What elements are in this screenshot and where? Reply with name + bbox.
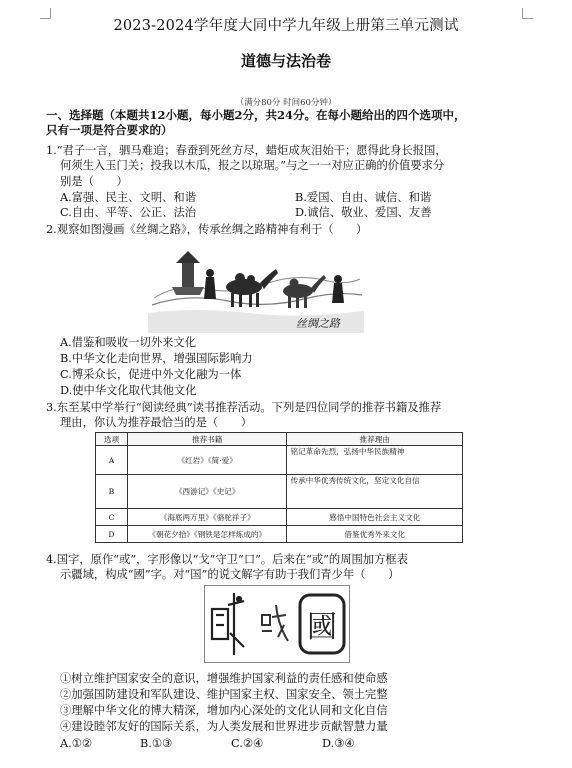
exam-subtitle: 道德与法治卷 xyxy=(240,52,331,70)
book-recommendation-table xyxy=(95,432,463,543)
q4-statement-1: ①树立维护国家安全的意识，增强维护国家利益的责任感和使命感 xyxy=(60,672,388,685)
q4-line2: 示疆域，构成“國”字。对“国”的说文解字有助于我们青少年（ ） xyxy=(60,568,400,581)
silk-road-caption: 丝绸之路 xyxy=(296,317,340,330)
table-cell-reason: 传承中华优秀传统文化，坚定文化自信 xyxy=(287,475,463,509)
q1-option-d: D.诚信、敬业、爱国、友善 xyxy=(295,206,432,219)
table-cell-option: C xyxy=(96,509,128,526)
table-row xyxy=(96,509,463,526)
section-heading-line1: 一、选择题（本题共12小题，每小题2分，共24分。在每小题给出的四个选项中， xyxy=(46,108,466,122)
q1-line2: 何须生入玉门关；投我以木瓜，报之以琼琚。”与之一一对应正确的价值要求分 xyxy=(60,159,445,172)
table-header: 推荐书籍 xyxy=(127,433,287,446)
section-heading xyxy=(46,108,526,138)
q4-statement-2: ②加强国防建设和军队建设、维护国家主权、国家安全、领土完整 xyxy=(60,688,388,701)
guo-seal-glyph xyxy=(300,595,344,653)
table-cell-option: D xyxy=(96,526,128,543)
table-header: 推荐理由 xyxy=(287,433,463,446)
table-row xyxy=(96,475,463,509)
score-time-note: （满分80分 时间60分钟） xyxy=(235,98,337,108)
table-cell-books: 《朝花夕拾》《钢铁是怎样炼成的》 xyxy=(127,526,287,543)
q3-line2: 理由，你认为推荐最恰当的是（ ） xyxy=(60,416,253,429)
q1-line3: 别是（ ） xyxy=(60,175,128,188)
q2-stem: 2.观察如图漫画《丝绸之路》，传承丝绸之路精神有利于（ ） xyxy=(46,223,368,236)
silk-road-cartoon-image xyxy=(148,243,364,333)
q4-option-c: C.②④ xyxy=(231,737,264,750)
guo-character-evolution-image xyxy=(204,585,350,663)
q2-option-b: B.中华文化走向世界，增强国际影响力 xyxy=(60,352,253,365)
table-row xyxy=(96,526,463,543)
table-cell-option: B xyxy=(96,475,128,509)
q4-statement-3: ③理解中华文化的博大精深，增加内心深处的文化认同和文化自信 xyxy=(60,704,388,717)
table-cell-reason: 感悟中国特色社会主义文化 xyxy=(287,509,463,526)
q1-option-b: B.爱国、自由、诚信、和谐 xyxy=(295,191,432,204)
q1-option-a: A.富强、民主、文明、和谐 xyxy=(60,191,197,204)
table-cell-books: 《红岩》《简·爱》 xyxy=(127,446,287,475)
q4-line1: 4.国字，原作“或”，字形像以“戈”守卫“口”。后来在“或”的周围加方框表 xyxy=(46,553,408,566)
table-row xyxy=(96,446,463,475)
table-cell-reason: 借鉴优秀外来文化 xyxy=(287,526,463,543)
q1-line1: 1.“君子一言，驷马难追；春蚕到死丝方尽，蜡炬成灰泪始干；愿得此身长报国， xyxy=(46,144,447,157)
table-cell-reason: 铭记革命先烈，弘扬中华民族精神 xyxy=(287,446,463,475)
q4-option-d: D.③④ xyxy=(322,737,355,750)
section-heading-line2: 只有一项是符合要求的） xyxy=(46,123,173,137)
guo-character: 國 xyxy=(307,610,337,645)
table-header-row xyxy=(96,433,463,446)
q3-line1: 3.东至某中学举行“阅读经典”读书推荐活动。下列是四位同学的推荐书籍及推荐 xyxy=(46,401,442,414)
q2-option-a: A.借鉴和吸收一切外来文化 xyxy=(60,336,197,349)
q1-option-c: C.自由、平等、公正、法治 xyxy=(60,206,197,219)
q4-statement-4: ④建设睦邻友好的国际关系，为人类发展和世界进步贡献智慧力量 xyxy=(60,720,388,733)
q4-option-a: A.①② xyxy=(60,737,93,750)
exam-title: 2023-2024学年度大同中学九年级上册第三单元测试 xyxy=(113,18,459,34)
table-header: 选项 xyxy=(96,433,128,446)
q2-option-c: C.博采众长，促进中外文化融为一体 xyxy=(60,368,242,381)
table-cell-books: 《西游记》《史记》 xyxy=(127,475,287,509)
q4-option-b: B.①③ xyxy=(140,737,173,750)
table-cell-option: A xyxy=(96,446,128,475)
q2-option-d: D.使中华文化取代其他文化 xyxy=(60,384,197,397)
table-cell-books: 《海底两万里》《骆驼祥子》 xyxy=(127,509,287,526)
